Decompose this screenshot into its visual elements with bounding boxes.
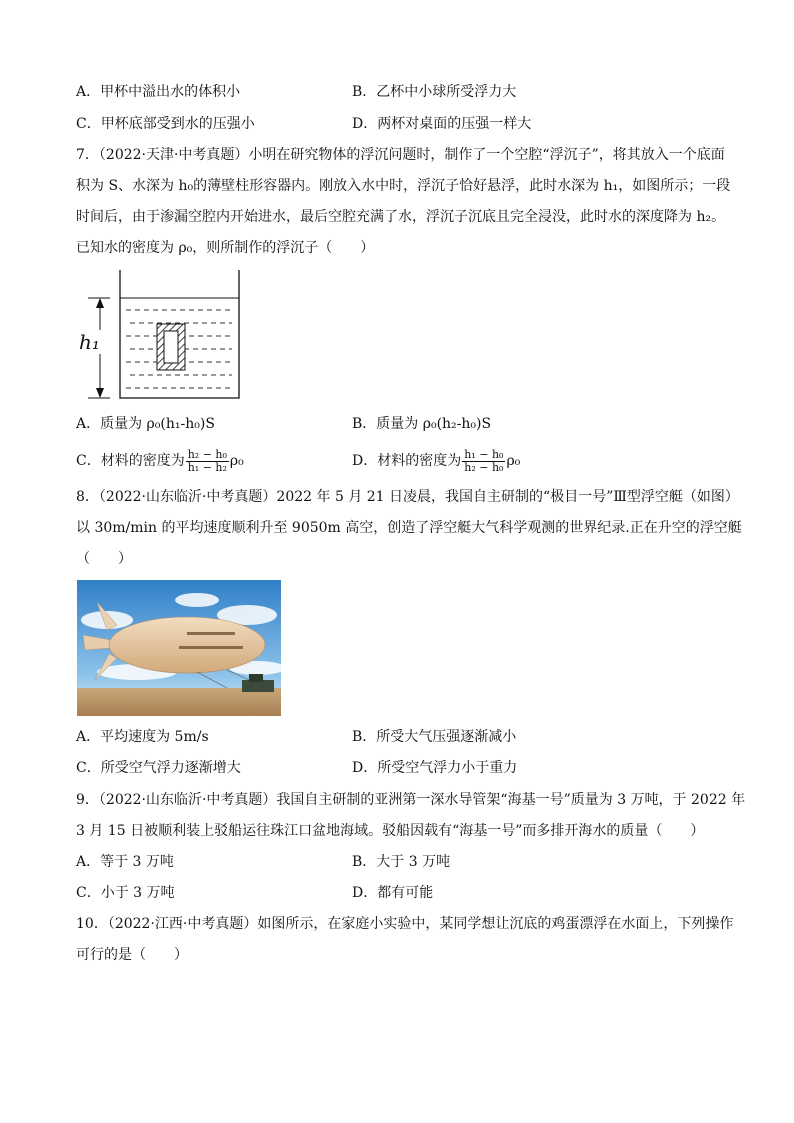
q9-stem-line2: 3 月 15 日被顺利装上驳船运往珠江口盆地海域。驳船因载有“海基一号”而多排开海水的质量（ ） [76,823,705,839]
q7-stem-line1: 7．（2022·天津·中考真题）小明在研究物体的浮沉问题时，制作了一个空腔“浮沉子”，将其放入一个底面 [76,147,725,163]
q7-stem-line4: 已知水的密度为 ρ₀，则所制作的浮沉子（ ） [76,240,375,256]
q8-option-d: D．所受空气浮力小于重力 [352,760,518,776]
q6-option-a: A．甲杯中溢出水的体积小 [76,84,241,100]
q8-option-a: A．平均速度为 5m/s [76,729,209,745]
q9-option-a: A．等于 3 万吨 [76,854,174,870]
q10-stem-line1: 10．（2022·江西·中考真题）如图所示，在家庭小实验中，某同学想让沉底的鸡蛋漂浮在水面上，下列操作 [76,916,734,932]
h1-label: h₁ [79,330,100,354]
q7-option-c: C．材料的密度为 $\frac{\text{h₂ − h₀}}{\text{h₁ − h₂}}$ ρ₀ [76,447,244,474]
q6-option-c: C．甲杯底部受到水的压强小 [76,116,255,132]
float-cavity [164,331,178,363]
q7-option-a: A．质量为 ρ₀(h₁-h₀)S [76,416,215,432]
q7-option-d: D．材料的密度为 $\frac{\text{h₁ − h₀}}{\text{h₂ − h₀}}$ ρ₀ [352,447,521,474]
q8-stem-line2: 以 30m/min 的平均速度顺利升至 9050m 高空，创造了浮空艇大气科学观测的世界纪录.正在升空的浮空艇 [76,520,742,536]
q7-stem-line2: 积为 S、水深为 h₀的薄壁柱形容器内。刚放入水中时，浮沉子恰好悬浮，此时水深为 h₁，如图所示；一段 [76,178,731,194]
q9-option-b: B．大于 3 万吨 [352,854,451,870]
airship-photo [77,580,281,716]
q6-option-b: B．乙杯中小球所受浮力大 [352,84,517,100]
q9-option-c: C．小于 3 万吨 [76,885,175,901]
q9-stem-line1: 9．（2022·山东临沂·中考真题）我国自主研制的亚洲第一深水导管架“海基一号”质量为 3 万吨，于 2022 年 [76,792,746,808]
q7-option-d-fraction: $\frac{\text{h₁ − h₀}}{\text{h₂ − h₀}}$ [464,447,504,474]
airship-hull [109,617,265,673]
q7-stem-line3: 时间后，由于渗漏空腔内开始进水，最后空腔充满了水，浮沉子沉底且完全浸没，此时水的深度降为 h₂。 [76,209,726,225]
q8-option-c: C．所受空气浮力逐渐增大 [76,760,241,776]
q7-option-b: B．质量为 ρ₀(h₂-h₀)S [352,416,492,432]
q9-option-d: D．都有可能 [352,885,434,901]
q10-stem-line2: 可行的是（ ） [76,947,188,963]
q8-stem-line3: （ ） [76,551,132,567]
q7-option-c-fraction: $\frac{\text{h₂ − h₀}}{\text{h₁ − h₂}}$ [187,447,227,474]
q8-option-b: B．所受大气压强逐渐减小 [352,729,517,745]
q6-option-d: D．两杯对桌面的压强一样大 [352,116,532,132]
q8-stem-line1: 8．（2022·山东临沂·中考真题）2022 年 5 月 21 日凌晨，我国自主研制的“极目一号”Ⅲ型浮空艇（如图） [76,489,739,505]
